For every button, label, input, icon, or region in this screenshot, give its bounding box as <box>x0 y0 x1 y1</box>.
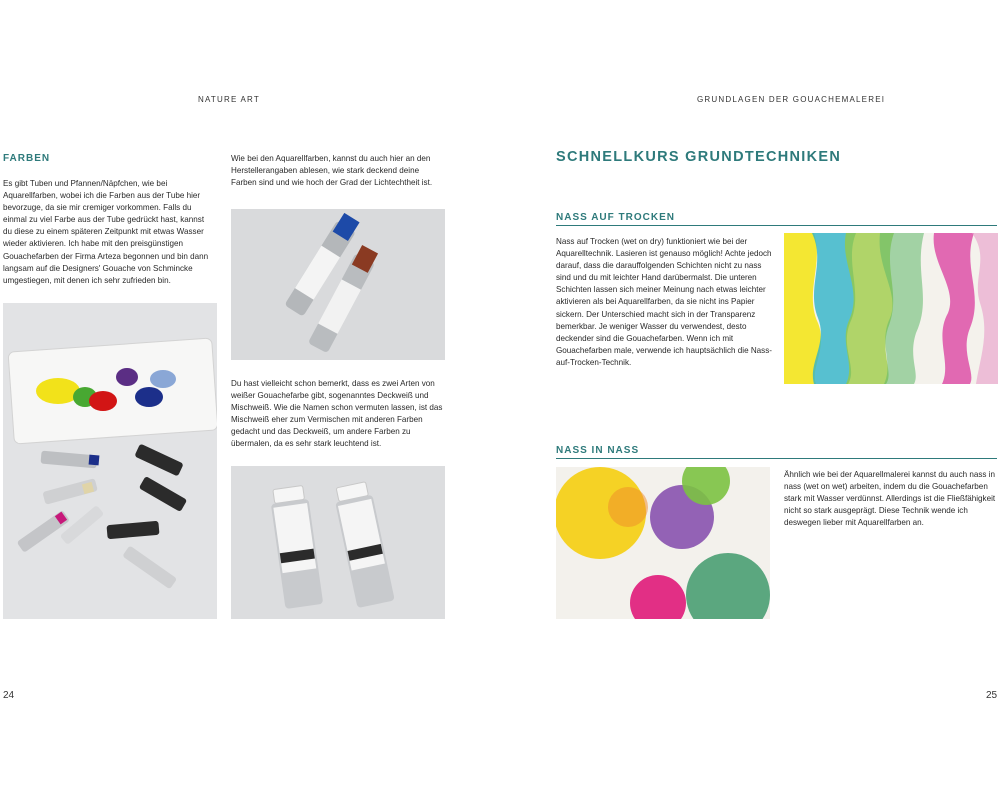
section-title-nass-in-nass: NASS IN NASS <box>556 445 640 456</box>
painting-wet-in-wet <box>556 467 770 619</box>
paragraph-nass-auf-trocken: Nass auf Trocken (wet on dry) funktioniert wie bei der Aquarelltechnik. Lasieren ist genauso möglich! Achte jedoch darauf, dass die darauffolgenden Schichten nicht zu nass sind und du mit leichter Hand darübermalst. Die unteren Schichten lassen sich meiner Meinung nach etwas leichter aktivieren als bei Aquarellfarben, da sie nicht ins Papier sickern. Der Unterschied macht sich in der Transparenz bemerkbar. Je weniger Wasser du verwendest, desto deckender sind die Gouachefarben. Wenn ich mit Gouachefarben male, verwende ich hauptsächlich die Nass-auf-Trocken-Technik. <box>556 237 772 367</box>
running-head-right: GRUNDLAGEN DER GOUACHEMALEREI <box>697 95 886 104</box>
page-number-right: 25 <box>986 690 998 701</box>
section-title-farben: FARBEN <box>3 153 51 164</box>
section-divider <box>556 225 997 226</box>
section-divider <box>556 458 997 459</box>
section-title-nass-auf-trocken: NASS AUF TROCKEN <box>556 212 675 223</box>
page-title: SCHNELLKURS GRUNDTECHNIKEN <box>556 149 842 165</box>
running-head-left: NATURE ART <box>198 95 260 104</box>
paragraph-herstellerangaben: Wie bei den Aquarellfarben, kannst du auch hier an den Herstellerangaben ablesen, wie stark deckend deine Farben sind und wie hoch der Grad der Lichtechtheit ist. <box>231 154 433 188</box>
paragraph-nass-in-nass: Ähnlich wie bei der Aquarellmalerei kannst du auch nass in nass (wet on wet) arbeiten, indem du die Gouachefarben stark mit Wasser verdünnst. Allerdings ist die Fließfähigkeit nicht so stark ausgeprägt. Diese Technik wende ich deswegen lieber mit Aquarellfarben an. <box>784 470 996 528</box>
photo-two-paint-tubes <box>231 209 445 360</box>
page-number-left: 24 <box>3 690 15 701</box>
paragraph-farben: Es gibt Tuben und Pfannen/Näpfchen, wie bei Aquarellfarben, wobei ich die Farben aus der Tube hier bevorzuge, da sie mir cremiger vorkommen. Falls du einmal zu viel Farbe aus der Tube gedrückt hast, kannst du diese zu einem späteren Zeitpunkt mit etwas Wasser wieder aktivieren. Ich habe mit den preisgünstigen Gouachefarben der Firma Arteza begonnen und bin dann langsam auf die Designers' Gouache von Schmincke umgestiegen, mit denen ich sehr zufrieden bin. <box>3 179 209 285</box>
photo-white-paint-tubes <box>231 466 445 619</box>
painting-wet-on-dry <box>784 233 998 384</box>
photo-palette-and-tubes <box>3 303 217 619</box>
paragraph-deckweiss-mischweiss: Du hast vielleicht schon bemerkt, dass es zwei Arten von weißer Gouachefarbe gibt, sogenanntes Deckweiß und Mischweiß. Wie die Namen schon vermuten lassen, ist das Mischweiß eher zum Vermischen mit anderen Farben gedacht und das Deckweiß, um andere Farben zu übermalen, da es sehr stark leuchtend ist. <box>231 379 443 449</box>
